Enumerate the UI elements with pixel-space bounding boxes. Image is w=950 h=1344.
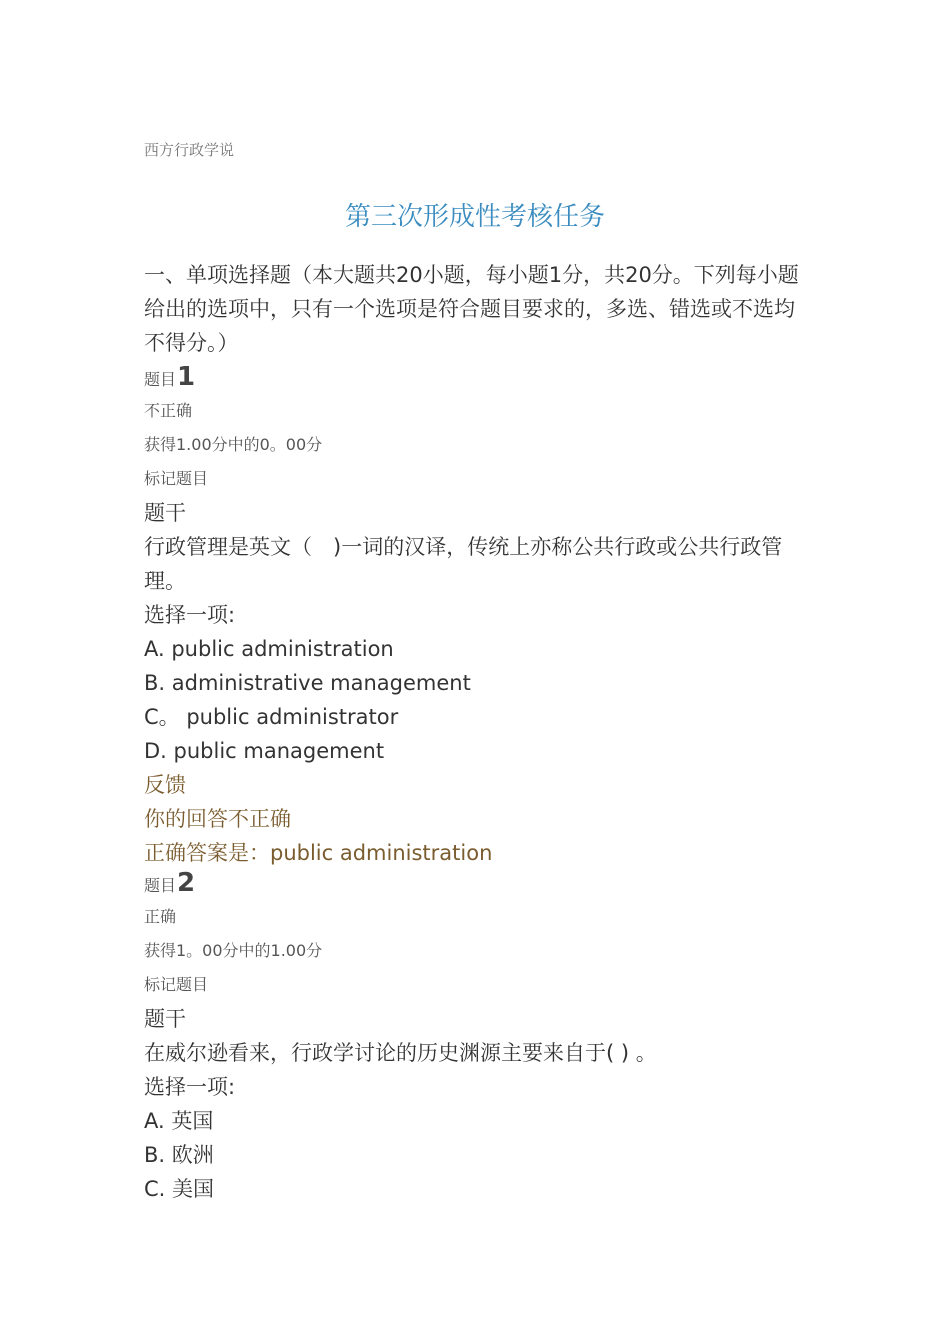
document-title: 第三次形成性考核任务 xyxy=(344,202,605,232)
feedback-result: 你的回答不正确 xyxy=(144,807,291,831)
question-number-row xyxy=(144,360,814,394)
choice-prompt: 选择一项: xyxy=(144,1075,236,1099)
option-a[interactable]: A. public administration xyxy=(144,637,394,661)
section-heading: 一、单项选择题（本大题共20小题，每小题1分，共20分。下列每小题给出的选项中，只有一个选项是符合题目要求的，多选、错选或不选均不得分。） xyxy=(144,263,799,355)
stem-label: 题干 xyxy=(144,501,186,525)
question-stem: 行政管理是英文（ )一词的汉译，传统上亦称公共行政或公共行政管理。 xyxy=(144,535,783,593)
course-label: 西方行政学说 xyxy=(144,141,235,159)
stem-label: 题干 xyxy=(144,1007,186,1031)
feedback-label: 反馈 xyxy=(144,773,186,797)
option-a[interactable]: A. 英国 xyxy=(144,1109,214,1133)
option-b[interactable]: B. 欧洲 xyxy=(144,1143,214,1167)
option-d[interactable]: D. public management xyxy=(144,739,385,763)
question-status: 不正确 xyxy=(144,401,193,420)
choice-prompt: 选择一项: xyxy=(144,603,236,627)
question-status: 正确 xyxy=(144,907,177,926)
option-b[interactable]: B. administrative management xyxy=(144,671,471,695)
question-number: 1 xyxy=(177,362,196,392)
question-number: 2 xyxy=(177,868,196,898)
question-score: 获得1。00分中的1.00分 xyxy=(144,941,323,960)
question-score: 获得1.00分中的0。00分 xyxy=(144,435,323,454)
option-c[interactable]: C。 public administrator xyxy=(144,705,399,729)
question-label: 题目 xyxy=(144,370,177,389)
question-stem: 在威尔逊看来，行政学讨论的历史渊源主要来自于( ) 。 xyxy=(144,1041,657,1065)
flag-question-link[interactable]: 标记题目 xyxy=(144,469,209,488)
question-number-row xyxy=(144,866,814,900)
feedback-answer: 正确答案是：public administration xyxy=(144,841,493,865)
option-c[interactable]: C. 美国 xyxy=(144,1177,215,1201)
question-1 xyxy=(144,360,814,870)
question-label: 题目 xyxy=(144,876,177,895)
question-2 xyxy=(144,866,814,1206)
flag-question-link[interactable]: 标记题目 xyxy=(144,975,209,994)
